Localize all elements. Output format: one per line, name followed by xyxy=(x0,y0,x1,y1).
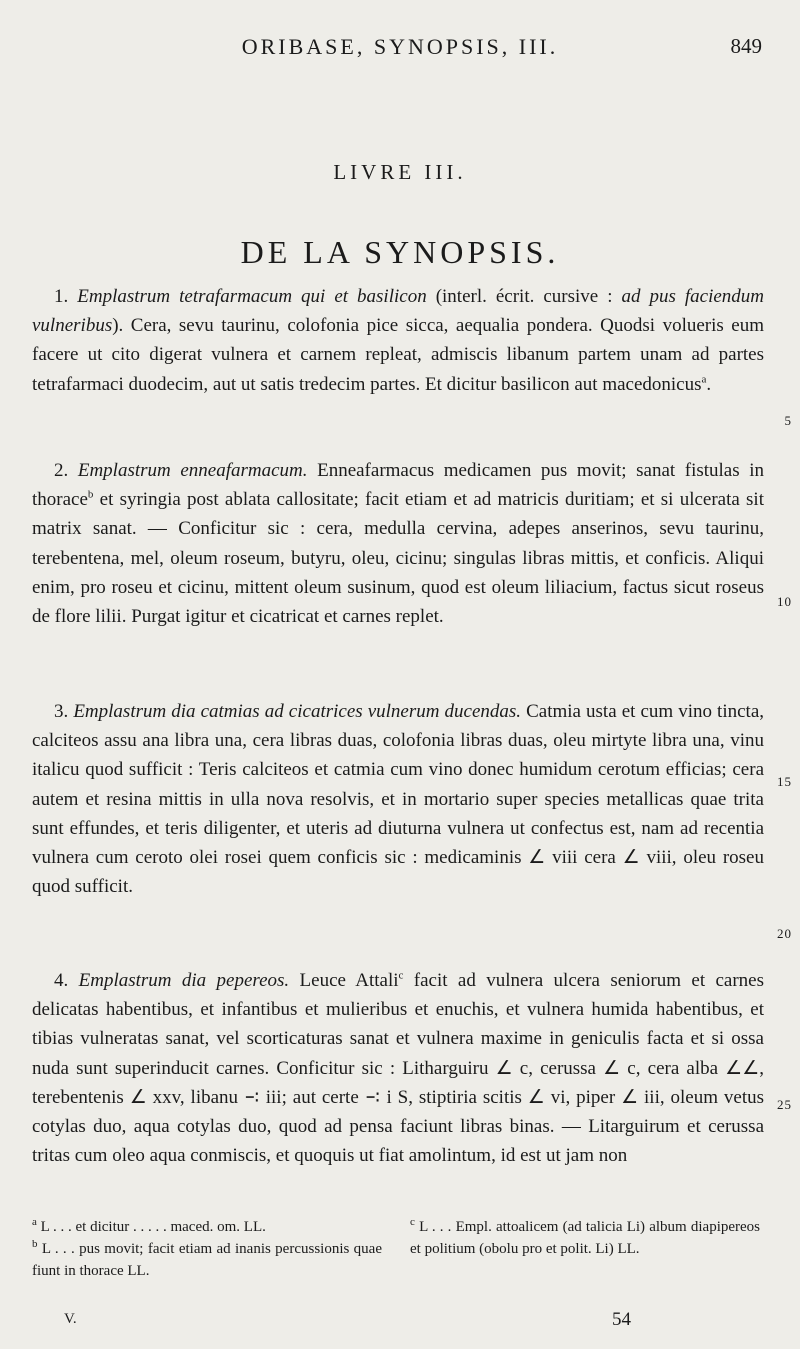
paragraph-text: Enneafarmacus medicamen pus movit; sanat fistulas in thorace xyxy=(32,460,764,511)
signature-mark: V. xyxy=(64,1311,77,1327)
footnotes-right-column xyxy=(410,1216,760,1260)
footnotes xyxy=(32,1216,764,1296)
paragraph-title-gloss: ad pus faciendum vulneribus xyxy=(32,286,765,337)
paragraph-title: Emplastrum dia catmias ad cicatrices vulnerum ducendas. xyxy=(73,701,522,722)
line-number: 10 xyxy=(777,594,792,609)
book-label: LIVRE III. xyxy=(333,160,467,184)
paragraph-title: Emplastrum tetrafarmacum qui et basilicon xyxy=(77,286,427,307)
footnote-ref: c xyxy=(398,969,404,982)
paragraph-title: Emplastrum dia pepereos. xyxy=(78,970,290,991)
footnote-mark: a xyxy=(32,1216,37,1228)
footnote-mark: c xyxy=(410,1216,415,1228)
paragraph-number: 2. xyxy=(54,460,69,481)
footnote-c xyxy=(410,1216,760,1260)
paragraph-text: facit ad vulnera ulcera seniorum et carnes delicatas habentibus, et infantibus et mulieribus et enuchis, et vulnera humida habentibus, et tibias vulneratas sanat, vel scorticaturas sanat et vulnera maxime in geniculis facta et si ossa nuda sunt superinducit carnes. Conficitur sic : Litharguiru ∠ c, cerussa ∠ c, cera alba ∠∠, terebentenis ∠ xxv, libanu ∹ iii; aut certe ∹ i S, stiptiria scitis ∠ vi, piper ∠ iii, oleum vetus cotylas duo, aqua cotylas duo, quod ad pensa faciunt libras binas. — Litarguirum et cerussa tritas cum oleo aqua conmiscis, et quoquis ut fiat amolintum, id est ut jam non xyxy=(32,970,764,1167)
footnote-b xyxy=(32,1238,382,1282)
page-number: 849 xyxy=(730,34,762,58)
footnote-a xyxy=(32,1216,382,1238)
line-number: 5 xyxy=(784,413,792,428)
footnotes-left-column xyxy=(32,1216,382,1282)
paragraph-text: Leuce Attali xyxy=(289,970,399,991)
paragraph-2 xyxy=(32,456,764,631)
running-head xyxy=(0,34,800,64)
paragraph-4 xyxy=(32,966,764,1170)
footnote-text: L . . . et dicitur . . . . . maced. om. LL. xyxy=(40,1219,266,1235)
paragraph-text: (interl. écrit. cursive : xyxy=(426,286,622,307)
paragraph-number: 1. xyxy=(54,286,69,307)
line-number: 20 xyxy=(777,926,792,941)
footnote-mark: b xyxy=(32,1238,38,1250)
footnote-ref: a xyxy=(701,373,707,386)
paragraph-1 xyxy=(32,282,764,399)
running-title: ORIBASE, SYNOPSIS, III. xyxy=(241,34,559,59)
paragraph-number: 3. xyxy=(54,701,69,722)
folio-number: 54 xyxy=(612,1309,631,1330)
line-number: 15 xyxy=(777,774,792,789)
line-number: 25 xyxy=(777,1097,792,1112)
paragraph-number: 4. xyxy=(54,970,69,991)
paragraph-3 xyxy=(32,697,764,901)
paragraph-text: Catmia usta et cum vino tincta, calciteos assu ana libra una, cera libras duas, colofonia libras duas, oleu mirtyte libra una, vinu italicu quod sufficit : Teris calciteos et catmia cum vino donec humidum cerotum efficias; cera autem et resina mittis in ulla nova resolvis, et in mortario super species metallicas quae trita sunt effundes, et teris diligenter, et uteris ad diuturna vulnera ut confectus est, nam ad recentia vulnera cum ceroto olei rosei quem conficis sic : medicaminis ∠ viii cera ∠ viii, oleu roseu quod sufficit. xyxy=(32,701,765,898)
paragraph-title: Emplastrum enneafarmacum. xyxy=(77,460,308,481)
paragraph-text: ). Cera, sevu taurinu, colofonia pice sicca, aequalia pondera. Quodsi volueris eum facere ut cito digerat vulnera et carnem repleat, admiscis libanum partem unam ad partes tetrafarmaci duodecim, aut ut satis tredecim partes. Et dicitur basilicon aut macedonicus xyxy=(32,315,764,395)
paragraph-text: et syringia post ablata callositate; facit etiam et ad matricis duritiam; et si ulcerata sit matrix sanat. — Conficitur sic : cera, medulla cervina, adepes anserinos, sevu taurinu, terebentena, mel, oleum roseum, butyru, oleu, cicinu; singulas libras mittis, et conficis. Aliqui enim, pro roseu et cicinu, mittent oleum susinum, quod est oleum liliacium, factus sicut roseus de flore lilii. Purgat igitur et cicatricat et carnes replet. xyxy=(32,489,764,628)
footnote-text: L . . . Empl. attoalicem (ad talicia Li) album diapipereos et politium (obolu pro et polit. Li) LL. xyxy=(410,1219,761,1257)
main-title: DE LA SYNOPSIS. xyxy=(240,234,560,271)
footnote-ref: b xyxy=(87,488,94,501)
footnote-text: L . . . pus movit; facit etiam ad inanis percussionis quae fiunt in thorace LL. xyxy=(32,1241,382,1279)
paragraph-text: . xyxy=(706,373,712,395)
